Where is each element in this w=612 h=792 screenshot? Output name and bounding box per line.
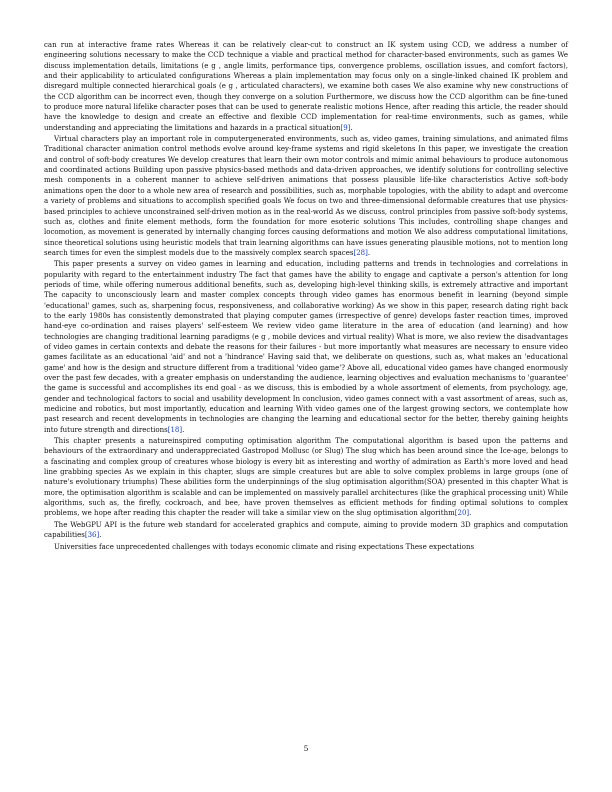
paragraph-1 (44, 40, 568, 133)
paragraph-tail: . (99, 530, 102, 540)
citation-link[interactable]: [20] (454, 508, 470, 518)
document-body (44, 40, 568, 553)
paragraph-text: can run at interactive frame rates Whereas it can be relatively clear-cut to construct an IK system using CCD, we address a number of engineering solutions necessary to make the CCD technique a viable and practical method for character-based environments, such as games We discuss implementation details, limitations (e g , angle limits, performance tips, convergence problems, oscillation issues, and comfort factors), and their applicability to articulated configurations Whereas a plain implementation may focus only on a single-linked chained IK problem and disregard multiple connected hierarchical goals (e g , articulated characters), we examine both cases We also examine why new constructions of the CCD algorithm can be incorrect even, though they converge on a solution Furthermore, we discuss how the CCD algorithm can be fine-tuned to produce more natural lifelike character poses that can be used to generate realistic motions Hence, after reading this article, the reader should have the knowledge to design and create an effective and flexible CCD implementation for real-time environments, such as games, while understanding and appreciating the limitations and hazards in a practical situation (44, 40, 568, 132)
paragraph-text: This paper presents a survey on video games in learning and education, including patterns and trends in technologies and correlations in popularity with regard to the entertainment industry The fact that games have the ability to engage and captivate a person's attention for long periods of time, while offering numerous additional benefits, such as, developing high-level thinking skills, is extremely attractive and important The capacity to unconsciously learn and master complex concepts through video games has enormous benefit in learning (beyond simple 'educational' games, such as, sharpening focus, responsiveness, and collaborative working) As we show in this paper, research dating right back to the early 1980s has consistently demonstrated that playing computer games (irrespective of genre) develops faster reaction times, improved hand-eye co-ordination and raises players' self-esteem We review video game literature in the area of education (and learning) and how technologies are changing traditional learning paradigms (e g , mobile devices and virtual reality) What is more, we also review the disadvantages of video games in certain contexts and debate the reasons for their failures - but more importantly what measures are necessary to ensure video games facilitate as an educational 'aid' and not a 'hindrance' Having said that, we deliberate on questions, such as, what makes an 'educational game' and how is the design and structure different from a traditional 'video game'? Above all, educational video games have changed enormously over the past few decades, with a greater emphasis on understanding the audience, learning objectives and evaluation mechanisms to 'guarantee' the game is successful and accomplishes its end goal - as we discuss, this is embodied by a whole assortment of elements, from psychology, age, gender and technological factors to social and usability development In conclusion, video games connect with a vast assortment of areas, such as, medicine and robotics, but most importantly, education and learning With video games one of the largest growing sectors, we contemplate how past research and recent developments in technologies are changing the learning and educational sector for the better, thereby gaining heights into future strength and directions (44, 259, 568, 434)
paragraph-3 (44, 259, 568, 435)
citation-link[interactable]: [36] (84, 530, 100, 540)
paragraph-5 (44, 520, 568, 541)
paragraph-tail: . (469, 508, 472, 518)
paragraph-text: Universities face unprecedented challenges with todays economic climate and rising expectations These expectations (54, 541, 475, 551)
paragraph-6 (44, 542, 568, 552)
citation-link[interactable]: [18] (167, 424, 183, 434)
paragraph-tail: . (182, 424, 185, 434)
paragraph-text: This chapter presents a natureinspired computing optimisation algorithm The computational algorithm is based upon the patterns and behaviours of the extraordinary and underappreciated Gastropod Mollusc (or Slug) The slug which has been around since the Ice-age, belongs to a fascinating and complex group of creatures whose biology is every bit as interesting and worthy of admiration as Earth's more loved and head line grabbing species As we explain in this chapter, slugs are simple creatures but are able to solve complex problems in large groups (one of nature's evolutionary triumphs) These abilities form the underpinnings of the slug optimisation algorithm(SOA) presented in this chapter What is more, the optimisation algorithm is scalable and can be implemented on massively parallel architectures (like the graphical processing unit) While algorithms, such as, the firefly, cockroach, and bee, have proven themselves as efficient methods for finding optimal solutions to complex problems, we hope after reading this chapter the reader will take a similar view on the slug optimisation algorithm (44, 436, 568, 518)
paragraph-4 (44, 436, 568, 519)
citation-link[interactable]: [9] (340, 122, 351, 132)
paragraph-tail: . (367, 247, 371, 257)
paragraph-text: The WebGPU API is the future web standard for accelerated graphics and compute, aiming to provide modern 3D graphics and computation capabilities (44, 519, 568, 540)
paragraph-text: Virtual characters play an important role in computergenerated environments, such as, video games, training simulations, and animated films Traditional character animation control methods evolve around key-frame systems and rigid skeletons In this paper, we investigate the creation and control of soft-body creatures We develop creatures that learn their own motor controls and mimic animal behaviours to produce autonomous and coordinated actions Building upon passive physics-based methods and data-driven approaches, we identify solutions for controlling selective mesh components in a coherent manner to achieve self-driven animations that possess plausible life-like characteristics Active soft-body animations open the door to a whole new area of research and possibilities, such as, morphable topologies, with the ability to adapt and overcome a variety of problems and situations to accomplish specified goals We focus on two and three-dimensional deformable creatures that use physics-based principles to achieve unconstrained self-driven motion as in the real-world As we discuss, control principles from passive soft-body systems, such as, clothes and finite element methods, form the foundation for more esoteric solutions This includes, controlling shape changes and locomotion, as movement is generated by internally changing forces causing deformations and motion We also address computational limitations, since theoretical solutions using heuristic models that train learning algorithms can have issues generating plausible motions, not to mention long search times for even the simplest models due to the massively complex search spaces (44, 134, 568, 257)
citation-link[interactable]: [28] (353, 247, 368, 257)
paragraph-2 (44, 134, 568, 258)
page-number: 5 (303, 744, 309, 753)
paragraph-tail: . (350, 122, 353, 132)
